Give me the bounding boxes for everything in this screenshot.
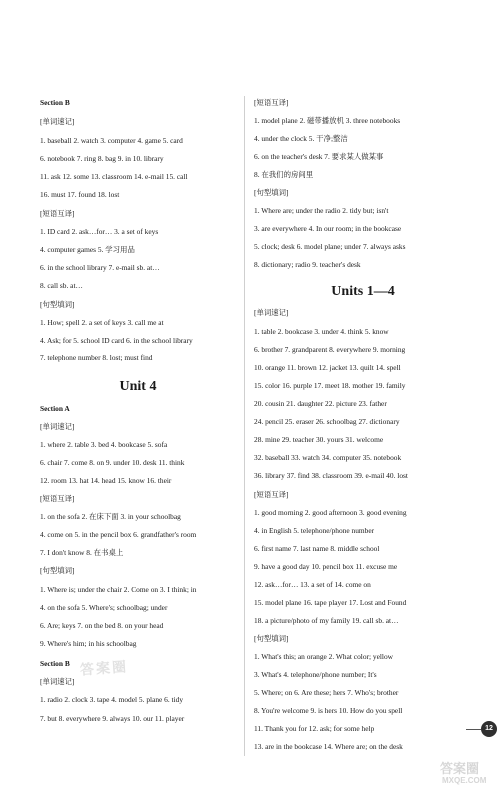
page-number-leader [466,729,481,730]
answer-line: 8. You're welcome 9. is hers 10. How do you spell [254,706,403,715]
answer-line: 6. brother 7. grandparent 8. everywhere 9. morning [254,345,406,354]
answer-line: 4. come on 5. in the pencil box 6. grandfather's room [40,530,197,539]
subsection-heading: [单词速记] [254,308,289,317]
answer-line: 1. Where are; under the radio 2. tidy but; isn't [254,206,389,215]
answer-line: 7. telephone number 8. lost; must find [40,353,153,362]
answer-line: 8. 在我们的房间里 [254,170,314,179]
subsection-heading: [句型填词] [254,188,289,197]
answer-line: 6. on the teacher's desk 7. 要求某人做某事 [254,152,384,161]
subsection-heading: [句型填词] [40,300,75,309]
answer-line: 8. call sb. at… [40,281,83,290]
answer-line: 1. Where is; under the chair 2. Come on 3. I think; in [40,585,197,594]
answer-line: 11. Thank you for 12. ask; for some help [254,724,375,733]
answer-line: 1. ID card 2. ask…for… 3. a set of keys [40,227,159,236]
answer-line: 1. model plane 2. 磁带播放机 3. three notebooks [254,116,401,125]
answer-line: 16. must 17. found 18. lost [40,190,120,199]
section-heading: Section A [40,404,70,413]
answer-line: 4. computer games 5. 学习用品 [40,245,135,254]
answer-line: 5. Where; on 6. Are these; hers 7. Who's; brother [254,688,399,697]
answer-line: 20. cousin 21. daughter 22. picture 23. father [254,399,387,408]
section-heading: Section B [40,659,70,668]
answer-line: 6. chair 7. come 8. on 9. under 10. desk 11. think [40,458,185,467]
answer-line: 15. color 16. purple 17. meet 18. mother 19. family [254,381,406,390]
answer-line: 10. orange 11. brown 12. jacket 13. quilt 14. spell [254,363,401,372]
answer-line: 9. Where's him; in his schoolbag [40,639,137,648]
answer-line: 9. have a good day 10. pencil box 11. excuse me [254,562,398,571]
answer-line: 12. ask…for… 13. a set of 14. come on [254,580,371,589]
column-divider [244,96,245,756]
answer-line: 6. notebook 7. ring 8. bag 9. in 10. library [40,154,164,163]
answer-line: 18. a picture/photo of my family 19. call sb. at… [254,616,399,625]
subsection-heading: [句型填词] [40,566,75,575]
answer-line: 1. radio 2. clock 3. tape 4. model 5. plane 6. tidy [40,695,184,704]
answer-line: 6. Are; keys 7. on the bed 8. on your head [40,621,164,630]
subsection-heading: [短语互译] [254,98,289,107]
answer-line: 32. baseball 33. watch 34. computer 35. notebook [254,453,402,462]
subsection-heading: [短语互译] [40,494,75,503]
subsection-heading: [短语互译] [254,490,289,499]
answer-line: 36. library 37. find 38. classroom 39. e-mail 40. lost [254,471,408,480]
answer-line: 7. but 8. everywhere 9. always 10. our 11. player [40,714,185,723]
watermark-url: MXQE.COM [442,776,487,785]
answer-line: 12. room 13. hat 14. head 15. know 16. their [40,476,172,485]
units-title: Units 1—4 [331,284,395,299]
answer-line: 1. What's this; an orange 2. What color; yellow [254,652,393,661]
answer-line: 4. Ask; for 5. school ID card 6. in the school library [40,336,193,345]
answer-line: 7. I don't know 8. 在书桌上 [40,548,124,557]
answer-line: 24. pencil 25. eraser 26. schoolbag 27. dictionary [254,417,400,426]
answer-line: 8. dictionary; radio 9. teacher's desk [254,260,361,269]
subsection-heading: [短语互译] [40,209,75,218]
answer-line: 1. on the sofa 2. 在床下面 3. in your schoolbag [40,512,181,521]
unit-title: Unit 4 [119,379,157,394]
answer-line: 5. clock; desk 6. model plane; under 7. always asks [254,242,406,251]
section-heading: Section B [40,98,70,107]
answer-line: 6. in the school library 7. e-mail sb. at… [40,263,160,272]
answer-line: 4. in English 5. telephone/phone number [254,526,375,535]
answer-line: 1. How; spell 2. a set of keys 3. call me at [40,318,164,327]
answer-line: 1. good morning 2. good afternoon 3. good evening [254,508,407,517]
answer-line: 1. table 2. bookcase 3. under 4. think 5. know [254,327,389,336]
answer-line: 3. What's 4. telephone/phone number; It's [254,670,377,679]
answer-line: 4. under the clock 5. 干净;整洁 [254,134,348,143]
answer-line: 1. where 2. table 3. bed 4. bookcase 5. sofa [40,440,168,449]
answer-line: 11. ask 12. some 13. classroom 14. e-mail 15. call [40,172,188,181]
subsection-heading: [单词速记] [40,422,75,431]
subsection-heading: [单词速记] [40,117,75,126]
answer-line: 13. are in the bookcase 14. Where are; on the desk [254,742,403,751]
watermark-logo: 答案圈 [440,762,480,777]
answer-line: 15. model plane 16. tape player 17. Lost and Found [254,598,407,607]
answer-line: 6. first name 7. last name 8. middle school [254,544,380,553]
subsection-heading: [句型填词] [254,634,289,643]
answer-line: 4. on the sofa 5. Where's; schoolbag; under [40,603,168,612]
subsection-heading: [单词速记] [40,677,75,686]
answer-line: 28. mine 29. teacher 30. yours 31. welcome [254,435,384,444]
answer-line: 1. baseball 2. watch 3. computer 4. game 5. card [40,136,183,145]
page-number: 12 [481,721,497,737]
answer-line: 3. are everywhere 4. In our room; in the bookcase [254,224,402,233]
watermark-text: 答案圈 [79,659,129,679]
